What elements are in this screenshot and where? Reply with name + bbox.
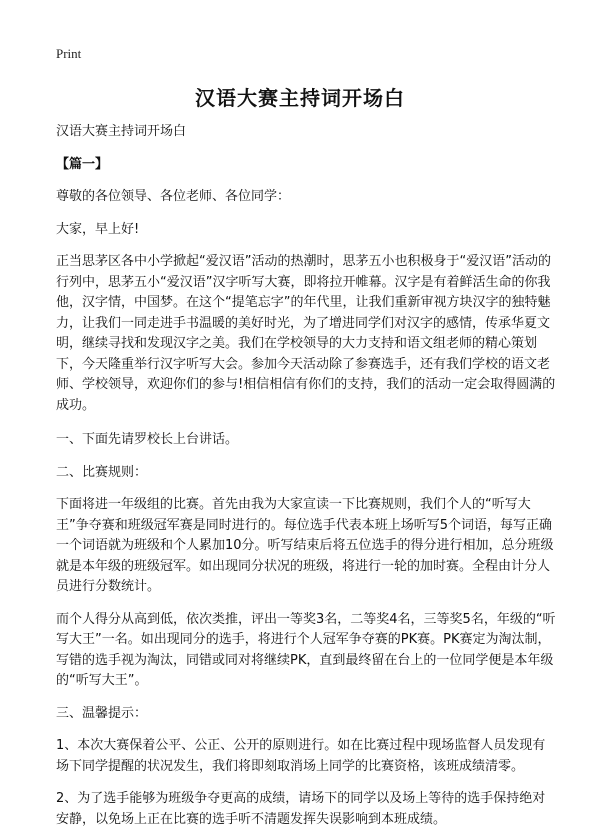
document-subtitle: 汉语大赛主持词开场白 bbox=[56, 124, 187, 139]
page-title: 汉语大赛主持词开场白 bbox=[195, 86, 405, 110]
rules-paragraph-1: 下面将进一年级组的比赛。首先由我为大家宣读一下比赛规则，我们个人的“听写大王”争夺赛和班级冠军赛是同时进行的。每位选手代表本班上场听写5个词语，每写正确一个词语就为班级和个人累加10分。听写结束后将五位选手的得分进行相加，总分班级就是本年级的班级冠军。如出现同分状况的班级，将进行一轮的加时赛。全程由计分人员进行分数统计。 bbox=[56, 497, 554, 594]
section-heading: 【篇一】 bbox=[56, 156, 109, 172]
tip-1: 1、本次大赛保着公平、公正、公开的原则进行。如在比赛过程中现场监督人员发现有场下同学提醒的状况发生，我们将即刻取消场上同学的比赛资格，该班成绩清零。 bbox=[56, 738, 546, 774]
intro-paragraph: 正当思茅区各中小学掀起“爱汉语”活动的热潮时，思茅五小也积极身于“爱汉语”活动的行列中，思茅五小“爱汉语”汉字听写大赛，即将拉开帷幕。汉字是有着鲜活生命的你我他，汉字情，中国梦。在这个“提笔忘字”的年代里，让我们重新审视方块汉字的独特魅力，让我们一同走进手书温暖的美好时光，为了增进同学们对汉字的感情，传承华夏文明，继续寻找和发现汉字之美。我们在学校领导的大力支持和语文组老师的精心策划下，今天隆重举行汉字听写大会。参加今天活动除了参赛选手，还有我们学校的语文老师、学校领导，欢迎你们的参与!相信相信有你们的支持，我们的活动一定会取得圆满的成功。 bbox=[56, 254, 556, 413]
tip-2: 2、为了选手能够为班级争夺更高的成绩，请场下的同学以及场上等待的选手保持绝对安静，以免场上正在比赛的选手听不清题发挥失误影响到本班成绩。 bbox=[56, 791, 546, 827]
agenda-item-3: 三、温馨提示： bbox=[56, 705, 148, 721]
agenda-item-2: 二、比赛规则： bbox=[56, 464, 148, 480]
salutation: 尊敬的各位领导、各位老师、各位同学： bbox=[56, 189, 291, 204]
rules-paragraph-2: 而个人得分从高到低，依次类推，评出一等奖3名，二等奖4名，三等奖5名，年级的“听写大王”一名。如出现同分的选手，将进行个人冠军争夺赛的PK赛。PK赛定为淘汰制，写错的选手视为淘汰，同错或同对将继续PK，直到最终留在台上的一位同学便是本年级的“听写大王”。 bbox=[56, 611, 556, 688]
document-body bbox=[56, 116, 556, 830]
greeting: 大家，早上好! bbox=[56, 221, 140, 237]
print-label[interactable]: Print bbox=[56, 46, 82, 61]
agenda-item-1: 一、下面先请罗校长上台讲话。 bbox=[56, 432, 239, 447]
